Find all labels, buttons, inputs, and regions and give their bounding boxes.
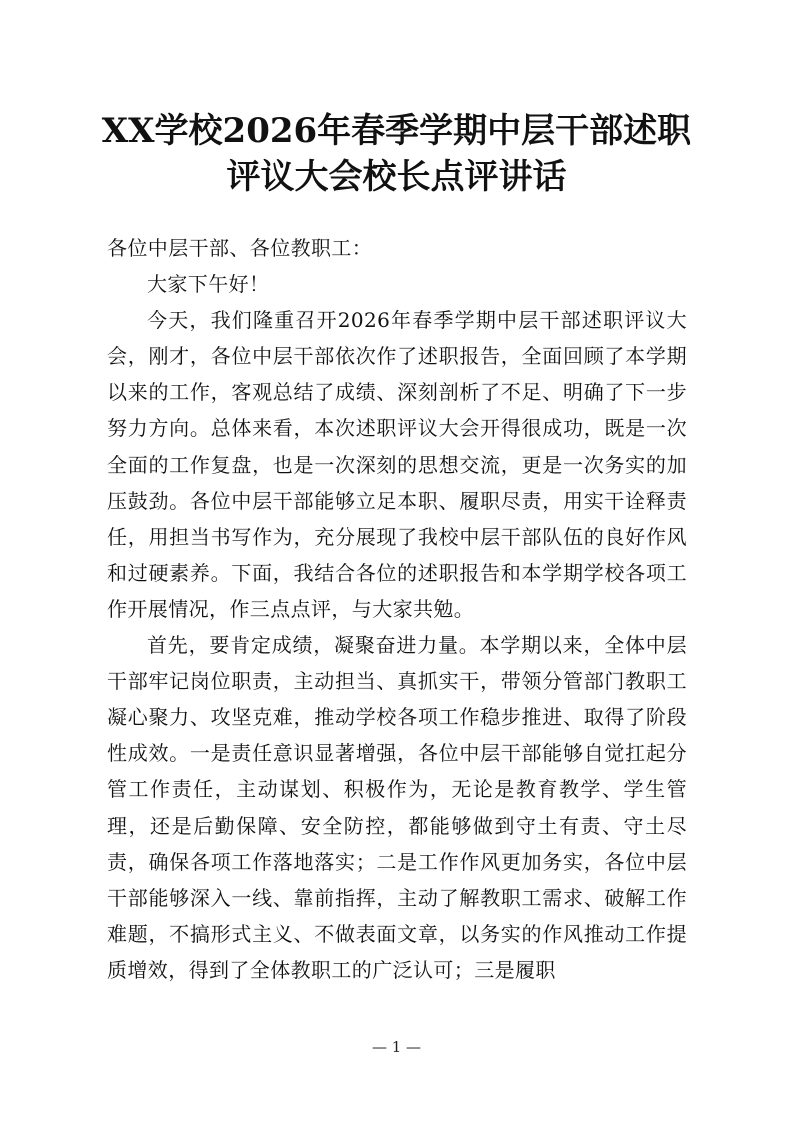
- paragraph-first-point: 首先，要肯定成绩，凝聚奋进力量。本学期以来，全体中层干部牢记岗位职责，主动担当、真抓实干，带领分管部门教职工凝心聚力、攻坚克难，推动学校各项工作稳步推进、取得了阶段性成效。一是责任意识显著增强，各位中层干部能够自觉扛起分管工作责任，主动谋划、积极作为，无论是教育教学、学生管理，还是后勤保障、安全防控，都能够做到守土有责、守土尽责，确保各项工作落地落实；二是工作作风更加务实，各位中层干部能够深入一线、靠前指挥，主动了解教职工需求、破解工作难题，不搞形式主义、不做表面文章，以务实的作风推动工作提质增效，得到了全体教职工的广泛认可；三是履职: [107, 633, 687, 982]
- paragraph-opening: 今天，我们隆重召开2026年春季学期中层干部述职评议大会，刚才，各位中层干部依次作了述职报告，全面回顾了本学期以来的工作，客观总结了成绩、深刻剖析了不足、明确了下一步努力方向。总体来看，本次述职评议大会开得很成功，既是一次全面的工作复盘，也是一次深刻的思想交流，更是一次务实的加压鼓劲。各位中层干部能够立足本职、履职尽责，用实干诠释责任，用担当书写作为，充分展现了我校中层干部队伍的良好作风和过硬素养。下面，我结合各位的述职报告和本学期学校各项工作开展情况，作三点点评，与大家共勉。: [107, 308, 687, 621]
- salutation: 各位中层干部、各位教职工：: [107, 236, 373, 260]
- document-body: [107, 230, 687, 988]
- greeting: 大家下午好！: [147, 272, 270, 297]
- page-number: — 1 —: [371, 1038, 422, 1056]
- document-title: XX学校2026年春季学期中层干部述职评议大会校长点评讲话: [101, 111, 692, 197]
